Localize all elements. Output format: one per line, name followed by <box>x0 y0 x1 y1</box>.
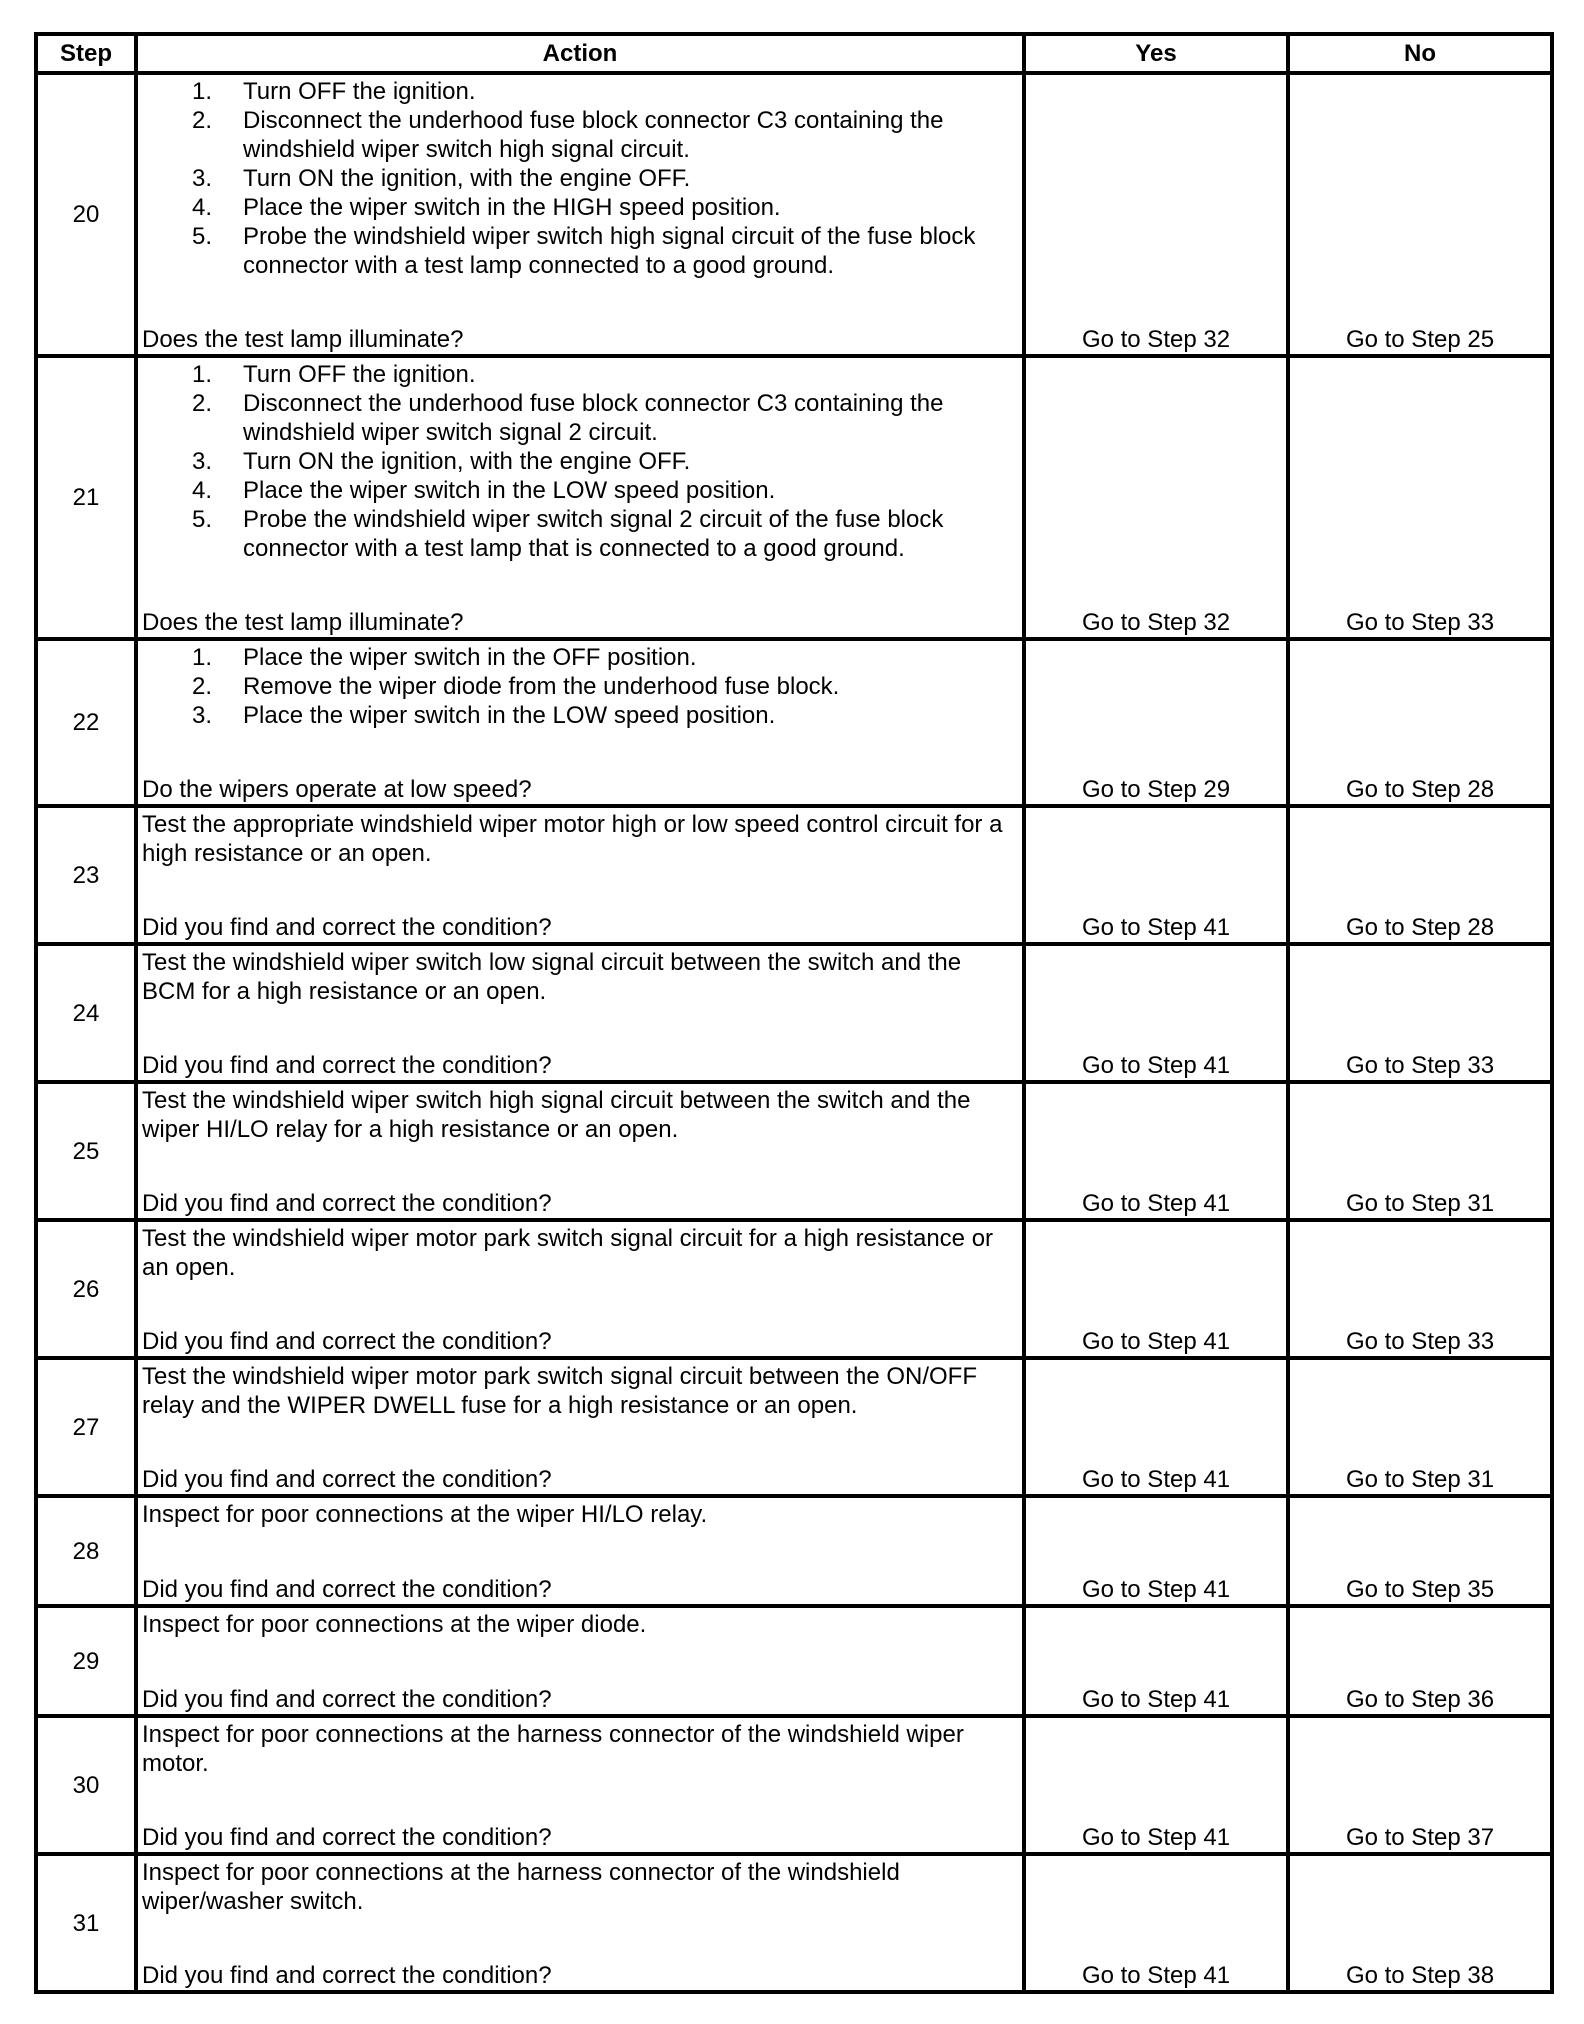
step-number: 24 <box>36 944 136 1082</box>
list-text: Probe the windshield wiper switch high signal circuit of the fuse block connector with a test lamp connected to a good ground. <box>243 223 976 279</box>
step-number: 20 <box>36 73 136 356</box>
list-item <box>142 672 1018 701</box>
list-item <box>142 476 1018 505</box>
action-question: Did you find and correct the condition? <box>142 1962 552 1989</box>
action-list <box>142 360 1018 563</box>
action-cell <box>136 1606 1024 1716</box>
action-question: Did you find and correct the condition? <box>142 1328 552 1355</box>
table-row <box>36 73 1552 356</box>
action-cell <box>136 1716 1024 1854</box>
list-item <box>142 77 1018 106</box>
action-list <box>142 77 1018 280</box>
diagnostic-table <box>34 32 1554 1994</box>
header-no: No <box>1288 34 1552 73</box>
step-number: 22 <box>36 639 136 806</box>
no-result: Go to Step 28 <box>1288 806 1552 944</box>
no-result: Go to Step 25 <box>1288 73 1552 356</box>
step-number: 29 <box>36 1606 136 1716</box>
table-row <box>36 1716 1552 1854</box>
diagnostic-table-sheet <box>34 32 1550 1994</box>
list-number: 2. <box>192 390 213 417</box>
list-number: 3. <box>192 165 213 192</box>
step-number: 31 <box>36 1854 136 1992</box>
action-cell <box>136 1854 1024 1992</box>
action-text: Test the windshield wiper switch low signal circuit between the switch and the BCM for a high resistance or an open. <box>142 949 962 1005</box>
list-number: 1. <box>192 361 213 388</box>
list-item <box>142 701 1018 730</box>
list-text: Place the wiper switch in the LOW speed position. <box>243 477 776 504</box>
action-text: Inspect for poor connections at the harness connector of the windshield wiper/washer switch. <box>142 1859 900 1915</box>
yes-result: Go to Step 41 <box>1024 1716 1288 1854</box>
list-number: 4. <box>192 194 213 221</box>
step-number: 28 <box>36 1496 136 1606</box>
table-row <box>36 944 1552 1082</box>
list-text: Place the wiper switch in the LOW speed position. <box>243 702 776 729</box>
action-text: Test the windshield wiper motor park switch signal circuit between the ON/OFF relay and the WIPER DWELL fuse for a high resistance or an open. <box>142 1363 977 1419</box>
step-number: 26 <box>36 1220 136 1358</box>
no-result: Go to Step 37 <box>1288 1716 1552 1854</box>
list-text: Probe the windshield wiper switch signal 2 circuit of the fuse block connector with a test lamp that is connected to a good ground. <box>243 506 944 562</box>
list-text: Turn ON the ignition, with the engine OFF. <box>243 165 691 192</box>
table-row <box>36 1854 1552 1992</box>
action-text: Test the windshield wiper motor park switch signal circuit for a high resistance or an open. <box>142 1225 994 1281</box>
yes-result: Go to Step 41 <box>1024 944 1288 1082</box>
yes-result: Go to Step 41 <box>1024 1082 1288 1220</box>
list-item <box>142 643 1018 672</box>
list-number: 3. <box>192 448 213 475</box>
list-text: Turn ON the ignition, with the engine OFF. <box>243 448 691 475</box>
table-row <box>36 1082 1552 1220</box>
action-text: Inspect for poor connections at the wiper diode. <box>142 1611 647 1638</box>
no-result: Go to Step 28 <box>1288 639 1552 806</box>
yes-result: Go to Step 32 <box>1024 356 1288 639</box>
no-result: Go to Step 31 <box>1288 1082 1552 1220</box>
list-number: 4. <box>192 477 213 504</box>
action-cell <box>136 806 1024 944</box>
action-question: Did you find and correct the condition? <box>142 1686 552 1713</box>
list-text: Turn OFF the ignition. <box>243 361 476 388</box>
action-question: Do the wipers operate at low speed? <box>142 776 532 803</box>
header-yes: Yes <box>1024 34 1288 73</box>
no-result: Go to Step 33 <box>1288 356 1552 639</box>
action-question: Did you find and correct the condition? <box>142 1466 552 1493</box>
table-row <box>36 356 1552 639</box>
no-result: Go to Step 31 <box>1288 1358 1552 1496</box>
yes-result: Go to Step 41 <box>1024 806 1288 944</box>
action-question: Did you find and correct the condition? <box>142 1190 552 1217</box>
no-result: Go to Step 33 <box>1288 1220 1552 1358</box>
step-number: 27 <box>36 1358 136 1496</box>
list-number: 2. <box>192 107 213 134</box>
yes-result: Go to Step 41 <box>1024 1496 1288 1606</box>
list-item <box>142 505 1018 563</box>
step-number: 23 <box>36 806 136 944</box>
step-number: 30 <box>36 1716 136 1854</box>
list-text: Place the wiper switch in the OFF position. <box>243 644 697 671</box>
action-text: Inspect for poor connections at the harness connector of the windshield wiper motor. <box>142 1721 964 1777</box>
list-item <box>142 389 1018 447</box>
action-cell <box>136 1496 1024 1606</box>
list-number: 5. <box>192 223 213 250</box>
action-cell <box>136 639 1024 806</box>
list-item <box>142 447 1018 476</box>
action-text: Inspect for poor connections at the wiper HI/LO relay. <box>142 1501 708 1528</box>
list-item <box>142 360 1018 389</box>
yes-result: Go to Step 41 <box>1024 1606 1288 1716</box>
list-text: Place the wiper switch in the HIGH speed position. <box>243 194 781 221</box>
list-number: 5. <box>192 506 213 533</box>
action-cell <box>136 1082 1024 1220</box>
action-question: Does the test lamp illuminate? <box>142 609 464 636</box>
list-item <box>142 164 1018 193</box>
list-text: Turn OFF the ignition. <box>243 78 476 105</box>
action-cell <box>136 356 1024 639</box>
no-result: Go to Step 35 <box>1288 1496 1552 1606</box>
action-cell <box>136 73 1024 356</box>
action-text: Test the appropriate windshield wiper motor high or low speed control circuit for a high resistance or an open. <box>142 811 1003 867</box>
yes-result: Go to Step 41 <box>1024 1854 1288 1992</box>
action-cell <box>136 1358 1024 1496</box>
list-text: Disconnect the underhood fuse block connector C3 containing the windshield wiper switch signal 2 circuit. <box>243 390 944 446</box>
table-row <box>36 1496 1552 1606</box>
table-row <box>36 1220 1552 1358</box>
list-item <box>142 193 1018 222</box>
no-result: Go to Step 38 <box>1288 1854 1552 1992</box>
action-question: Does the test lamp illuminate? <box>142 326 464 353</box>
table-row <box>36 1606 1552 1716</box>
list-number: 3. <box>192 702 213 729</box>
list-number: 1. <box>192 78 213 105</box>
list-text: Remove the wiper diode from the underhood fuse block. <box>243 673 840 700</box>
action-question: Did you find and correct the condition? <box>142 1052 552 1079</box>
table-row <box>36 1358 1552 1496</box>
header-step: Step <box>36 34 136 73</box>
action-cell <box>136 944 1024 1082</box>
step-number: 21 <box>36 356 136 639</box>
table-row <box>36 639 1552 806</box>
list-number: 1. <box>192 644 213 671</box>
no-result: Go to Step 33 <box>1288 944 1552 1082</box>
header-action: Action <box>136 34 1024 73</box>
action-question: Did you find and correct the condition? <box>142 914 552 941</box>
action-text: Test the windshield wiper switch high signal circuit between the switch and the wiper HI/LO relay for a high resistance or an open. <box>142 1087 971 1143</box>
yes-result: Go to Step 29 <box>1024 639 1288 806</box>
action-list <box>142 643 1018 730</box>
step-number: 25 <box>36 1082 136 1220</box>
list-item <box>142 222 1018 280</box>
action-question: Did you find and correct the condition? <box>142 1824 552 1851</box>
action-question: Did you find and correct the condition? <box>142 1576 552 1603</box>
header-row <box>36 34 1552 73</box>
yes-result: Go to Step 32 <box>1024 73 1288 356</box>
action-cell <box>136 1220 1024 1358</box>
list-text: Disconnect the underhood fuse block connector C3 containing the windshield wiper switch high signal circuit. <box>243 107 944 163</box>
yes-result: Go to Step 41 <box>1024 1358 1288 1496</box>
list-number: 2. <box>192 673 213 700</box>
yes-result: Go to Step 41 <box>1024 1220 1288 1358</box>
list-item <box>142 106 1018 164</box>
table-row <box>36 806 1552 944</box>
no-result: Go to Step 36 <box>1288 1606 1552 1716</box>
